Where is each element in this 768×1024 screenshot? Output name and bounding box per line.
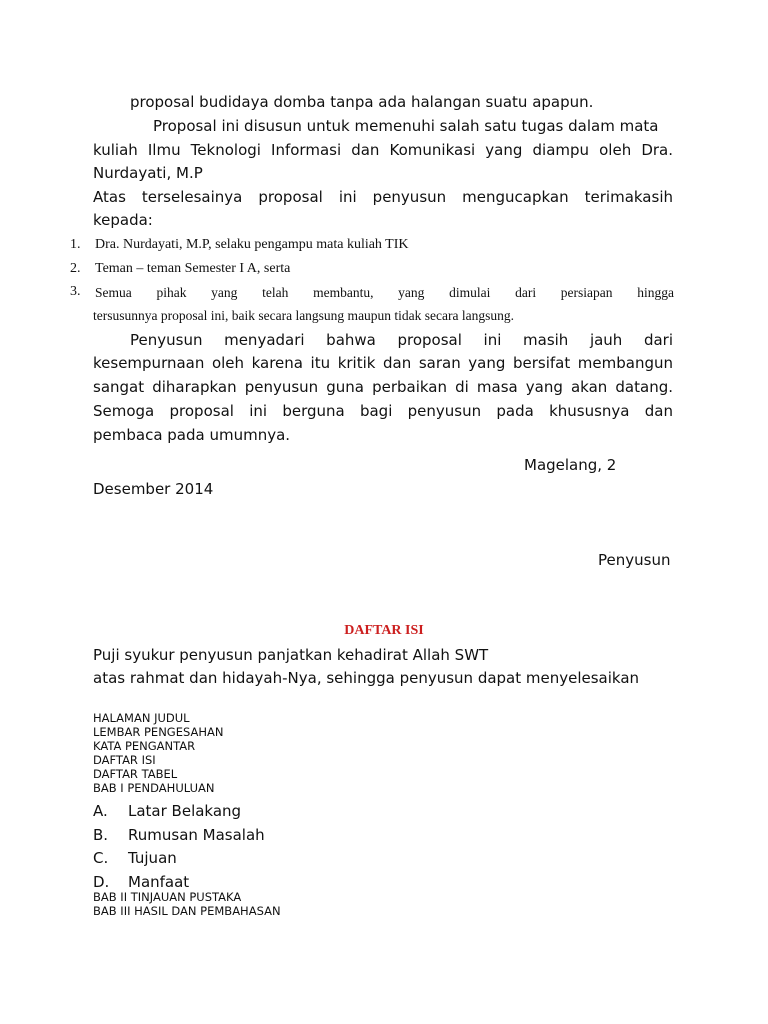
toc-item: BAB III HASIL DAN PEMBAHASAN <box>93 904 281 918</box>
toc-small-list <box>93 711 223 795</box>
closing-line-2: kesempurnaan oleh karena itu kritik dan saran yang bersifat membangun <box>93 354 673 372</box>
list-number-1: 1. <box>70 237 81 252</box>
toc-sub-letter-b: B. <box>93 826 109 844</box>
closing-line-3: sangat diharapkan penyusun guna perbaikan di masa yang akan datang. <box>93 378 673 396</box>
toc-item: LEMBAR PENGESAHAN <box>93 725 224 739</box>
list-item-1: Dra. Nurdayati, M.P, selaku pengampu mata kuliah TIK <box>95 237 409 252</box>
list-item-2: Teman – teman Semester I A, serta <box>95 261 291 276</box>
toc-sub-item-d: Manfaat <box>128 873 190 891</box>
intro-line-1: proposal budidaya domba tanpa ada halangan suatu apapun. <box>130 93 594 111</box>
signature-place-date: Magelang, 2 <box>524 456 617 474</box>
intro-line-3: kuliah Ilmu Teknologi Informasi dan Komunikasi yang diampu oleh Dra. <box>93 141 673 159</box>
closing-line-1: Penyusun menyadari bahwa proposal ini masih jauh dari <box>130 331 673 349</box>
list-number-3: 3. <box>70 284 81 299</box>
toc-sub-item-a: Latar Belakang <box>128 802 242 820</box>
toc-sub-letter-a: A. <box>93 802 108 820</box>
toc-item: DAFTAR ISI <box>93 753 156 767</box>
intro-line-2: Proposal ini disusun untuk memenuhi salah satu tugas dalam mata <box>153 117 659 135</box>
toc-sub-letter-c: C. <box>93 849 109 867</box>
signature-date-continued: Desember 2014 <box>93 480 214 498</box>
list-item-3-continued: tersusunnya proposal ini, baik secara langsung maupun tidak secara langsung. <box>93 308 515 323</box>
closing-line-4: Semoga proposal ini berguna bagi penyusun pada khususnya dan <box>93 402 673 420</box>
signature-author: Penyusun <box>598 551 671 569</box>
list-number-2: 2. <box>70 261 81 276</box>
toc-item: HALAMAN JUDUL <box>93 711 190 725</box>
toc-sub-item-b: Rumusan Masalah <box>128 826 265 844</box>
intro-line-5: Atas terselesainya proposal ini penyusun mengucapkan terimakasih <box>93 188 673 206</box>
toc-sub-item-c: Tujuan <box>128 849 177 867</box>
intro-line-6: kepada: <box>93 211 153 229</box>
intro-line-4: Nurdayati, M.P <box>93 164 203 182</box>
toc-item: KATA PENGANTAR <box>93 739 196 753</box>
toc-small-list-2 <box>93 890 281 918</box>
toc-item: DAFTAR TABEL <box>93 767 178 781</box>
closing-line-5: pembaca pada umumnya. <box>93 426 291 444</box>
list-item-3: Semua pihak yang telah membantu, yang dimulai dari persiapan hingga <box>95 285 674 300</box>
toc-heading: DAFTAR ISI <box>344 623 424 638</box>
toc-intro-line-2: atas rahmat dan hidayah-Nya, sehingga penyusun dapat menyelesaikan <box>93 669 640 687</box>
toc-item: BAB II TINJAUAN PUSTAKA <box>93 890 242 904</box>
toc-item: BAB I PENDAHULUAN <box>93 781 215 795</box>
toc-intro-line-1: Puji syukur penyusun panjatkan kehadirat Allah SWT <box>93 646 489 664</box>
toc-sub-letter-d: D. <box>93 873 110 891</box>
